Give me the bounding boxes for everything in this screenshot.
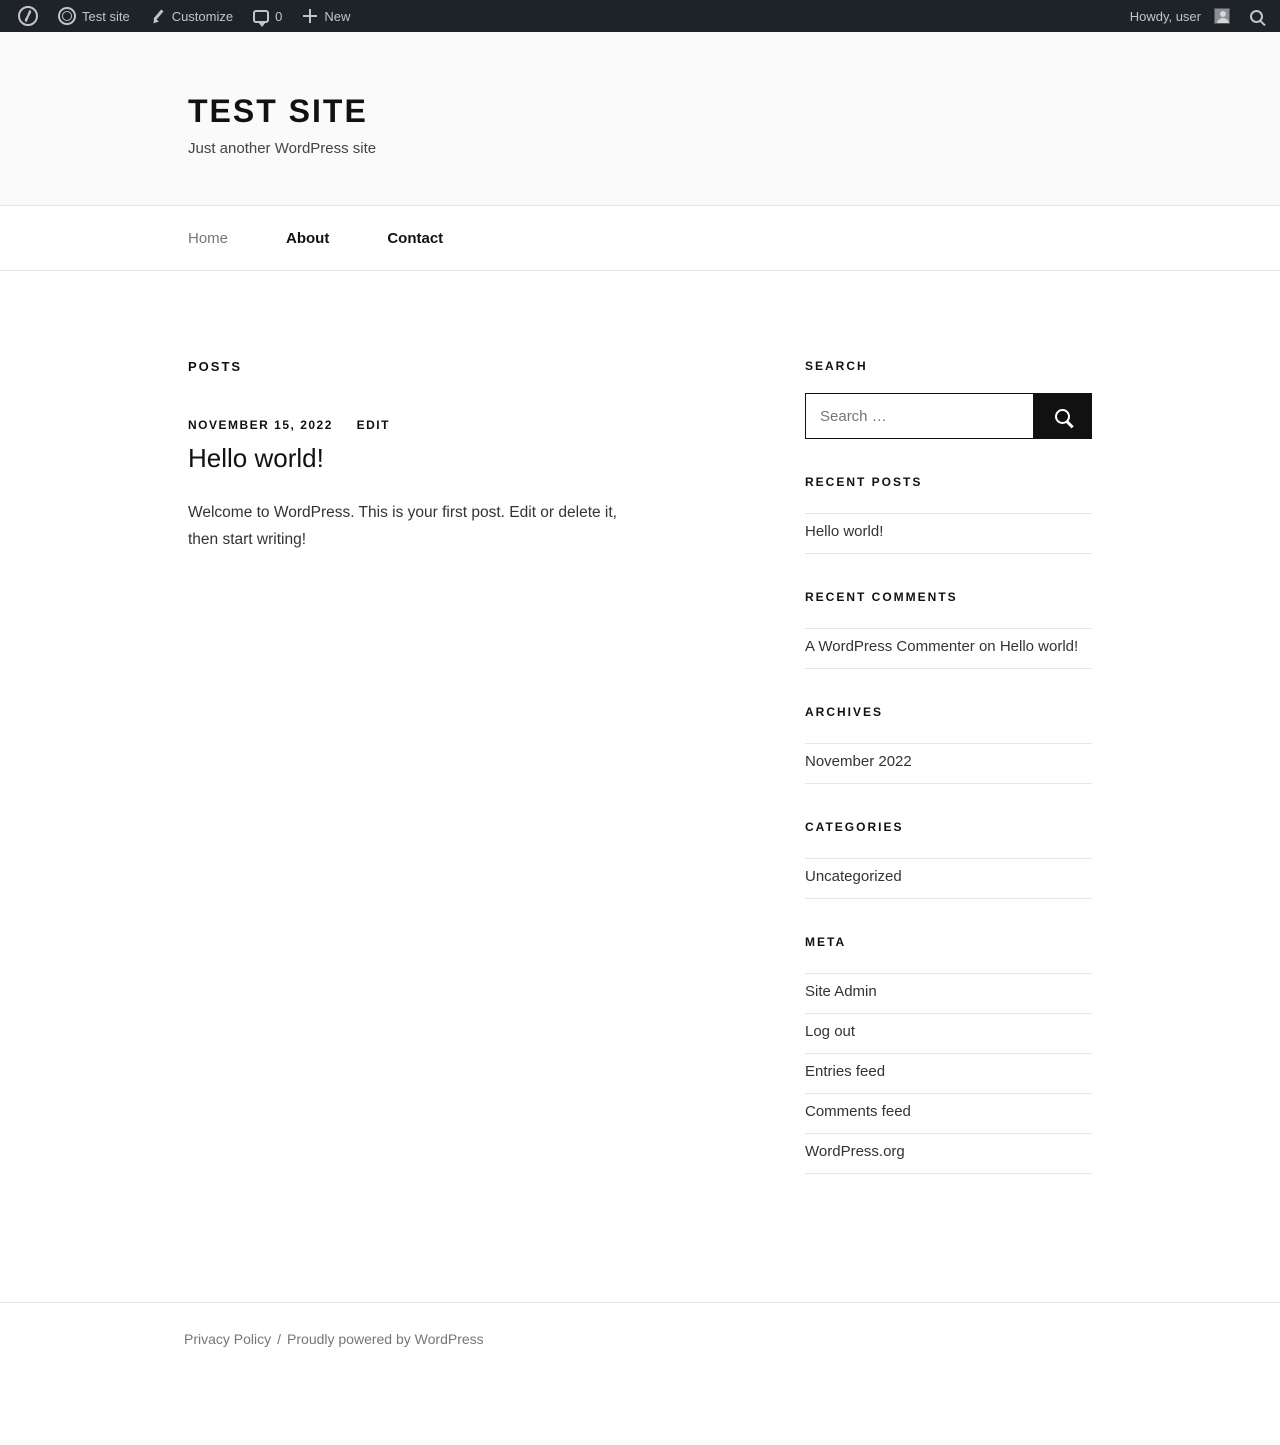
adminbar-right-group (1120, 0, 1272, 32)
post-excerpt: Welcome to WordPress. This is your first post. Edit or delete it, then start writing! (188, 504, 617, 548)
meta-link-site-admin[interactable]: Site Admin (805, 983, 877, 1001)
primary-navigation-inner (0, 206, 1280, 271)
comment-on-text: on (974, 638, 1000, 656)
widget-archives (805, 705, 1092, 784)
site-description: Just another WordPress site (188, 140, 377, 158)
site-header-inner (0, 92, 1280, 157)
category-link[interactable]: Uncategorized (805, 868, 902, 886)
widget-categories (805, 820, 1092, 899)
list-item (805, 1054, 1092, 1094)
categories-list (805, 858, 1092, 899)
wordpress-logo-icon (18, 6, 38, 26)
search-input[interactable] (806, 394, 1033, 438)
adminbar-customize-label: Customize (171, 8, 234, 24)
search-form (805, 393, 1092, 439)
adminbar-new-label: New (324, 8, 351, 24)
site-footer-inner (0, 1331, 1280, 1347)
site-title[interactable]: TEST SITE (188, 93, 368, 129)
adminbar-wp-logo[interactable] (8, 0, 48, 32)
list-item (805, 1134, 1092, 1174)
site-icon (58, 7, 76, 25)
avatar (1214, 8, 1230, 24)
meta-list (805, 973, 1092, 1174)
nav-item-contact[interactable]: Contact (387, 230, 444, 248)
search-icon (1055, 409, 1070, 424)
list-item (805, 743, 1092, 784)
list-item (805, 1014, 1092, 1054)
comment-post-link[interactable]: Hello world! (999, 638, 1079, 656)
widget-recent-posts-title: RECENT POSTS (805, 475, 923, 490)
list-item (805, 973, 1092, 1014)
meta-link-wordpress-org[interactable]: WordPress.org (805, 1143, 905, 1161)
widget-archives-title: ARCHIVES (805, 705, 884, 720)
primary-navigation (0, 206, 1280, 271)
privacy-policy-link[interactable]: Privacy Policy (184, 1331, 272, 1348)
widget-categories-title: CATEGORIES (805, 820, 904, 835)
plus-icon (302, 8, 318, 24)
post-meta (188, 418, 618, 432)
search-icon (1250, 10, 1263, 23)
adminbar-comments-count: 0 (275, 8, 283, 24)
nav-item-home[interactable]: Home (188, 230, 229, 248)
site-header (0, 32, 1280, 206)
recent-posts-list (805, 513, 1092, 554)
archives-list (805, 743, 1092, 784)
adminbar-site-name-label: Test site (82, 8, 130, 24)
list-item (805, 628, 1092, 669)
post-title[interactable]: Hello world! (188, 443, 324, 474)
widget-meta (805, 935, 1092, 1174)
search-submit-button[interactable] (1033, 394, 1091, 438)
widget-recent-comments-title: RECENT COMMENTS (805, 590, 958, 605)
meta-link-log-out[interactable]: Log out (805, 1023, 856, 1041)
post-date-link[interactable]: NOVEMBER 15, 2022 (188, 418, 333, 433)
adminbar-search-button[interactable] (1240, 0, 1272, 32)
footer-separator: / (277, 1331, 282, 1348)
wordpress-credit-link[interactable]: Proudly powered by WordPress (287, 1331, 484, 1348)
post-article (188, 418, 618, 552)
list-item (805, 513, 1092, 554)
post-edit-link[interactable]: EDIT (356, 418, 390, 433)
adminbar-comments[interactable] (243, 0, 292, 32)
widget-recent-posts (805, 475, 1092, 554)
widget-search-title: SEARCH (805, 359, 868, 374)
adminbar-howdy-label: Howdy, user (1129, 8, 1201, 24)
sidebar (805, 359, 1092, 1210)
pencil-icon (150, 8, 166, 24)
list-item (805, 858, 1092, 899)
comment-bubble-icon (253, 10, 269, 23)
comment-author[interactable]: A WordPress Commenter (805, 638, 975, 656)
archive-link[interactable]: November 2022 (805, 753, 912, 771)
nav-item-about[interactable]: About (286, 230, 330, 248)
list-item (805, 1094, 1092, 1134)
primary-content (188, 359, 618, 1210)
admin-bar (0, 0, 1280, 32)
recent-post-link[interactable]: Hello world! (805, 523, 884, 541)
widget-search (805, 359, 1092, 439)
adminbar-new-content[interactable] (292, 0, 360, 32)
adminbar-my-account[interactable] (1120, 0, 1240, 32)
recent-comments-list (805, 628, 1092, 669)
meta-link-comments-feed[interactable]: Comments feed (805, 1103, 911, 1121)
adminbar-site-name[interactable] (48, 0, 140, 32)
site-footer (0, 1302, 1280, 1375)
adminbar-customize[interactable] (140, 0, 243, 32)
page-title: POSTS (188, 359, 243, 375)
widget-recent-comments (805, 590, 1092, 669)
content-area (0, 271, 1280, 1210)
meta-link-entries-feed[interactable]: Entries feed (805, 1063, 886, 1081)
widget-meta-title: META (805, 935, 847, 950)
